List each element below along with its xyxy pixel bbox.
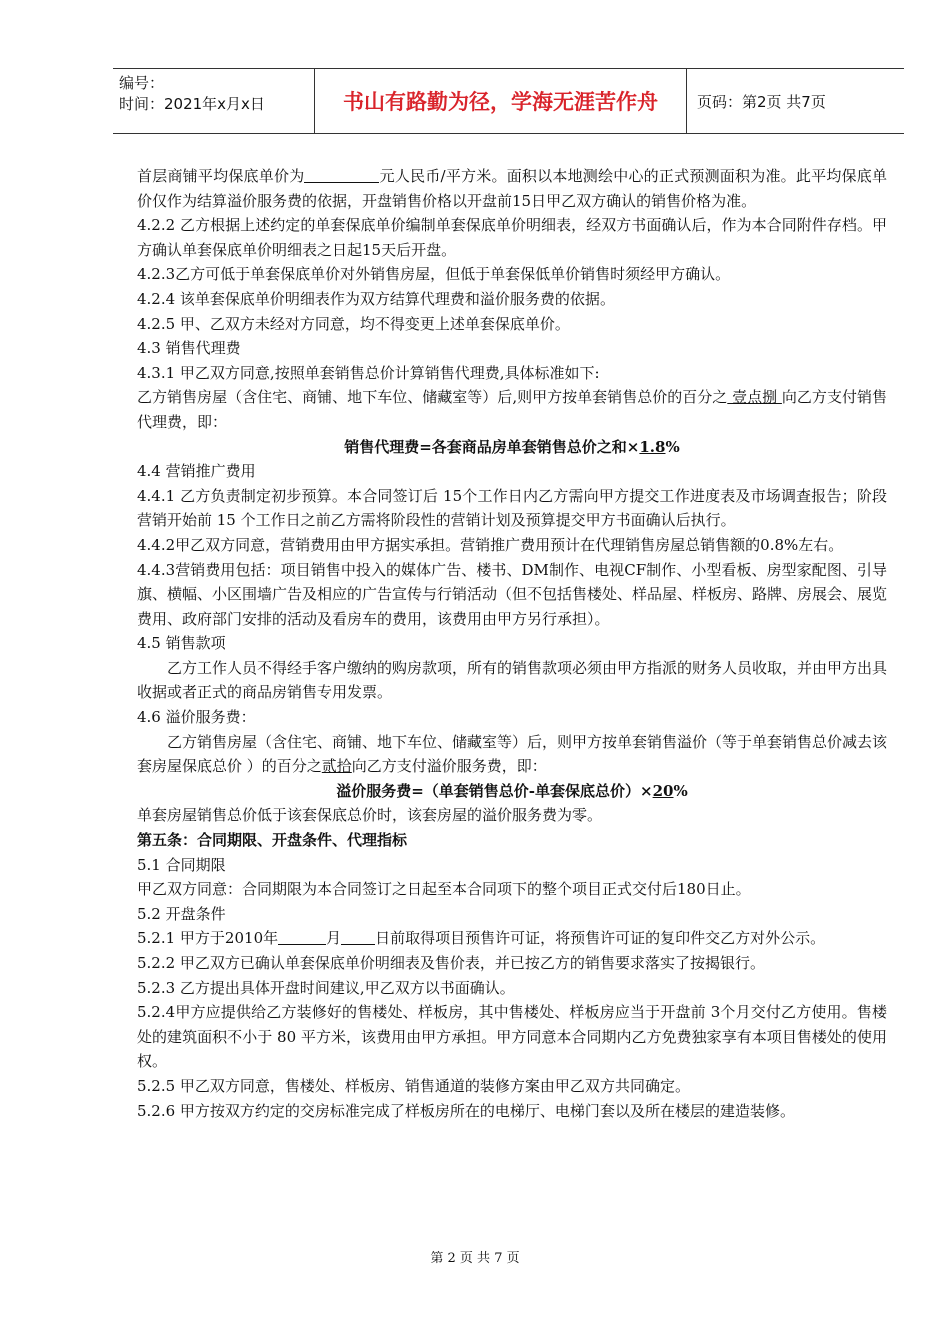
section-heading: 5.2 开盘条件: [137, 904, 226, 923]
paragraph: 5.2.1 甲方于2010年 月 日前取得项目预售许可证，将预售许可证的复印件交乙方对外公示。: [137, 929, 826, 948]
fill-blank: [278, 928, 326, 945]
underlined-value: 贰拾: [321, 757, 352, 776]
section-heading: 4.5 销售款项: [137, 634, 226, 653]
paragraph: 4.4.1 乙方负责制定初步预算。本合同签订后 15个工作日内乙方需向甲方提交工作进度表及市场调查报告；阶段营销开始前 15 个工作日之前乙方需将阶段性的营销计划及预算提交甲方书面确认后执行。: [137, 486, 887, 530]
header-meta: [113, 69, 315, 133]
section-heading: 4.3 销售代理费: [137, 339, 241, 358]
paragraph: 5.2.6 甲方按双方约定的交房标准完成了样板房所在的电梯厅、电梯门套以及所在楼层的建造装修。: [137, 1101, 795, 1120]
formula-premium-fee: 溢价服务费=（单套销售总价-单套保底总价）×20%: [336, 781, 688, 800]
page-header: [113, 68, 904, 134]
paragraph: 单套房屋销售总价低于该套保底总价时，该套房屋的溢价服务费为零。: [137, 806, 603, 825]
header-page-info: 页码：第2页 共7页: [697, 92, 826, 111]
document-body: [137, 164, 887, 1123]
paragraph: 5.2.3 乙方提出具体开盘时间建议,甲乙双方以书面确认。: [137, 978, 515, 997]
paragraph: 4.4.3营销费用包括：项目销售中投入的媒体广告、楼书、DM制作、电视CF制作、小型看板、房型家配图、引导旗、横幅、小区围墙广告及相应的广告宣传与行销活动（但不包括售楼处、样品屋、样板房、路牌、房展会、展览费用、政府部门安排的活动及看房车的费用，该费用由甲方另行承担）。: [137, 560, 888, 628]
fill-blank: [341, 928, 375, 945]
paragraph: 甲乙双方同意：合同期限为本合同签订之日起至本合同项下的整个项目正式交付后180日止。: [137, 880, 751, 899]
page-footer: 第 2 页 共 7 页: [430, 1251, 520, 1266]
paragraph: 乙方销售房屋（含住宅、商铺、地下车位、储藏室等）后,则甲方按单套销售总价的百分之 壹点捌 向乙方支付销售代理费，即：: [137, 388, 887, 431]
paragraph: 5.2.5 甲乙双方同意，售楼处、样板房、销售通道的装修方案由甲乙双方共同确定。: [137, 1076, 690, 1095]
section-heading: 4.6 溢价服务费：: [137, 708, 256, 727]
formula-agency-fee: 销售代理费=各套商品房单套销售总价之和×1.8%: [344, 437, 680, 456]
paragraph: 4.2.3乙方可低于单套保底单价对外销售房屋，但低于单套保低单价销售时须经甲方确认。: [137, 265, 731, 284]
paragraph: 4.3.1 甲乙双方同意,按照单套销售总价计算销售代理费,具体标准如下:: [137, 363, 600, 382]
section-heading: 4.4 营销推广费用: [137, 462, 256, 481]
paragraph: 4.2.5 甲、乙双方未经对方同意，均不得变更上述单套保底单价。: [137, 314, 570, 333]
document-number-label: 编号：: [119, 74, 165, 92]
document-time-label: 时间：2021年x月x日: [119, 95, 265, 113]
article-heading: 第五条：合同期限、开盘条件、代理指标: [137, 831, 408, 850]
paragraph: 5.2.2 甲乙双方已确认单套保底单价明细表及售价表，并已按乙方的销售要求落实了按揭银行。: [137, 954, 765, 972]
underlined-value: 壹点捌: [727, 388, 782, 407]
paragraph: 4.4.2甲乙双方同意，营销费用由甲方据实承担。营销推广费用预计在代理销售房屋总销售额的0.8%左右。: [137, 535, 844, 554]
header-motto: 书山有路勤为径，学海无涯苦作舟: [315, 69, 687, 133]
fill-blank: [304, 166, 379, 183]
paragraph: 4.2.2 乙方根据上述约定的单套保底单价编制单套保底单价明细表，经双方书面确认后，作为本合同附件存档。甲方确认单套保底单价明细表之日起15天后开盘。: [137, 216, 887, 259]
paragraph: 首层商铺平均保底单价为 元人民币/平方米。面积以本地测绘中心的正式预测面积为准。此平均保底单价仅作为结算溢价服务费的依据，开盘销售价格以开盘前15日甲乙双方确认的销售价格为准。: [137, 167, 887, 210]
paragraph: 4.2.4 该单套保底单价明细表作为双方结算代理费和溢价服务费的依据。: [137, 289, 615, 308]
paragraph: 5.2.4甲方应提供给乙方装修好的售楼处、样板房，其中售楼处、样板房应当于开盘前 3个月交付乙方使用。售楼处的建筑面积不小于 80 平方米，该费用由甲方承担。甲方同意本合同期内乙方免费独家享有本项目售楼处的使用权。: [137, 1003, 887, 1071]
paragraph: 乙方工作人员不得经手客户缴纳的购房款项，所有的销售款项必须由甲方指派的财务人员收取，并由甲方出具收据或者正式的商品房销售专用发票。: [137, 658, 888, 702]
paragraph: 乙方销售房屋（含住宅、商铺、地下车位、储藏室等）后，则甲方按单套销售溢价（等于单套销售总价减去该套房屋保底总价 ）的百分之贰拾向乙方支付溢价服务费，即：: [137, 732, 888, 776]
section-heading: 5.1 合同期限: [137, 855, 226, 874]
